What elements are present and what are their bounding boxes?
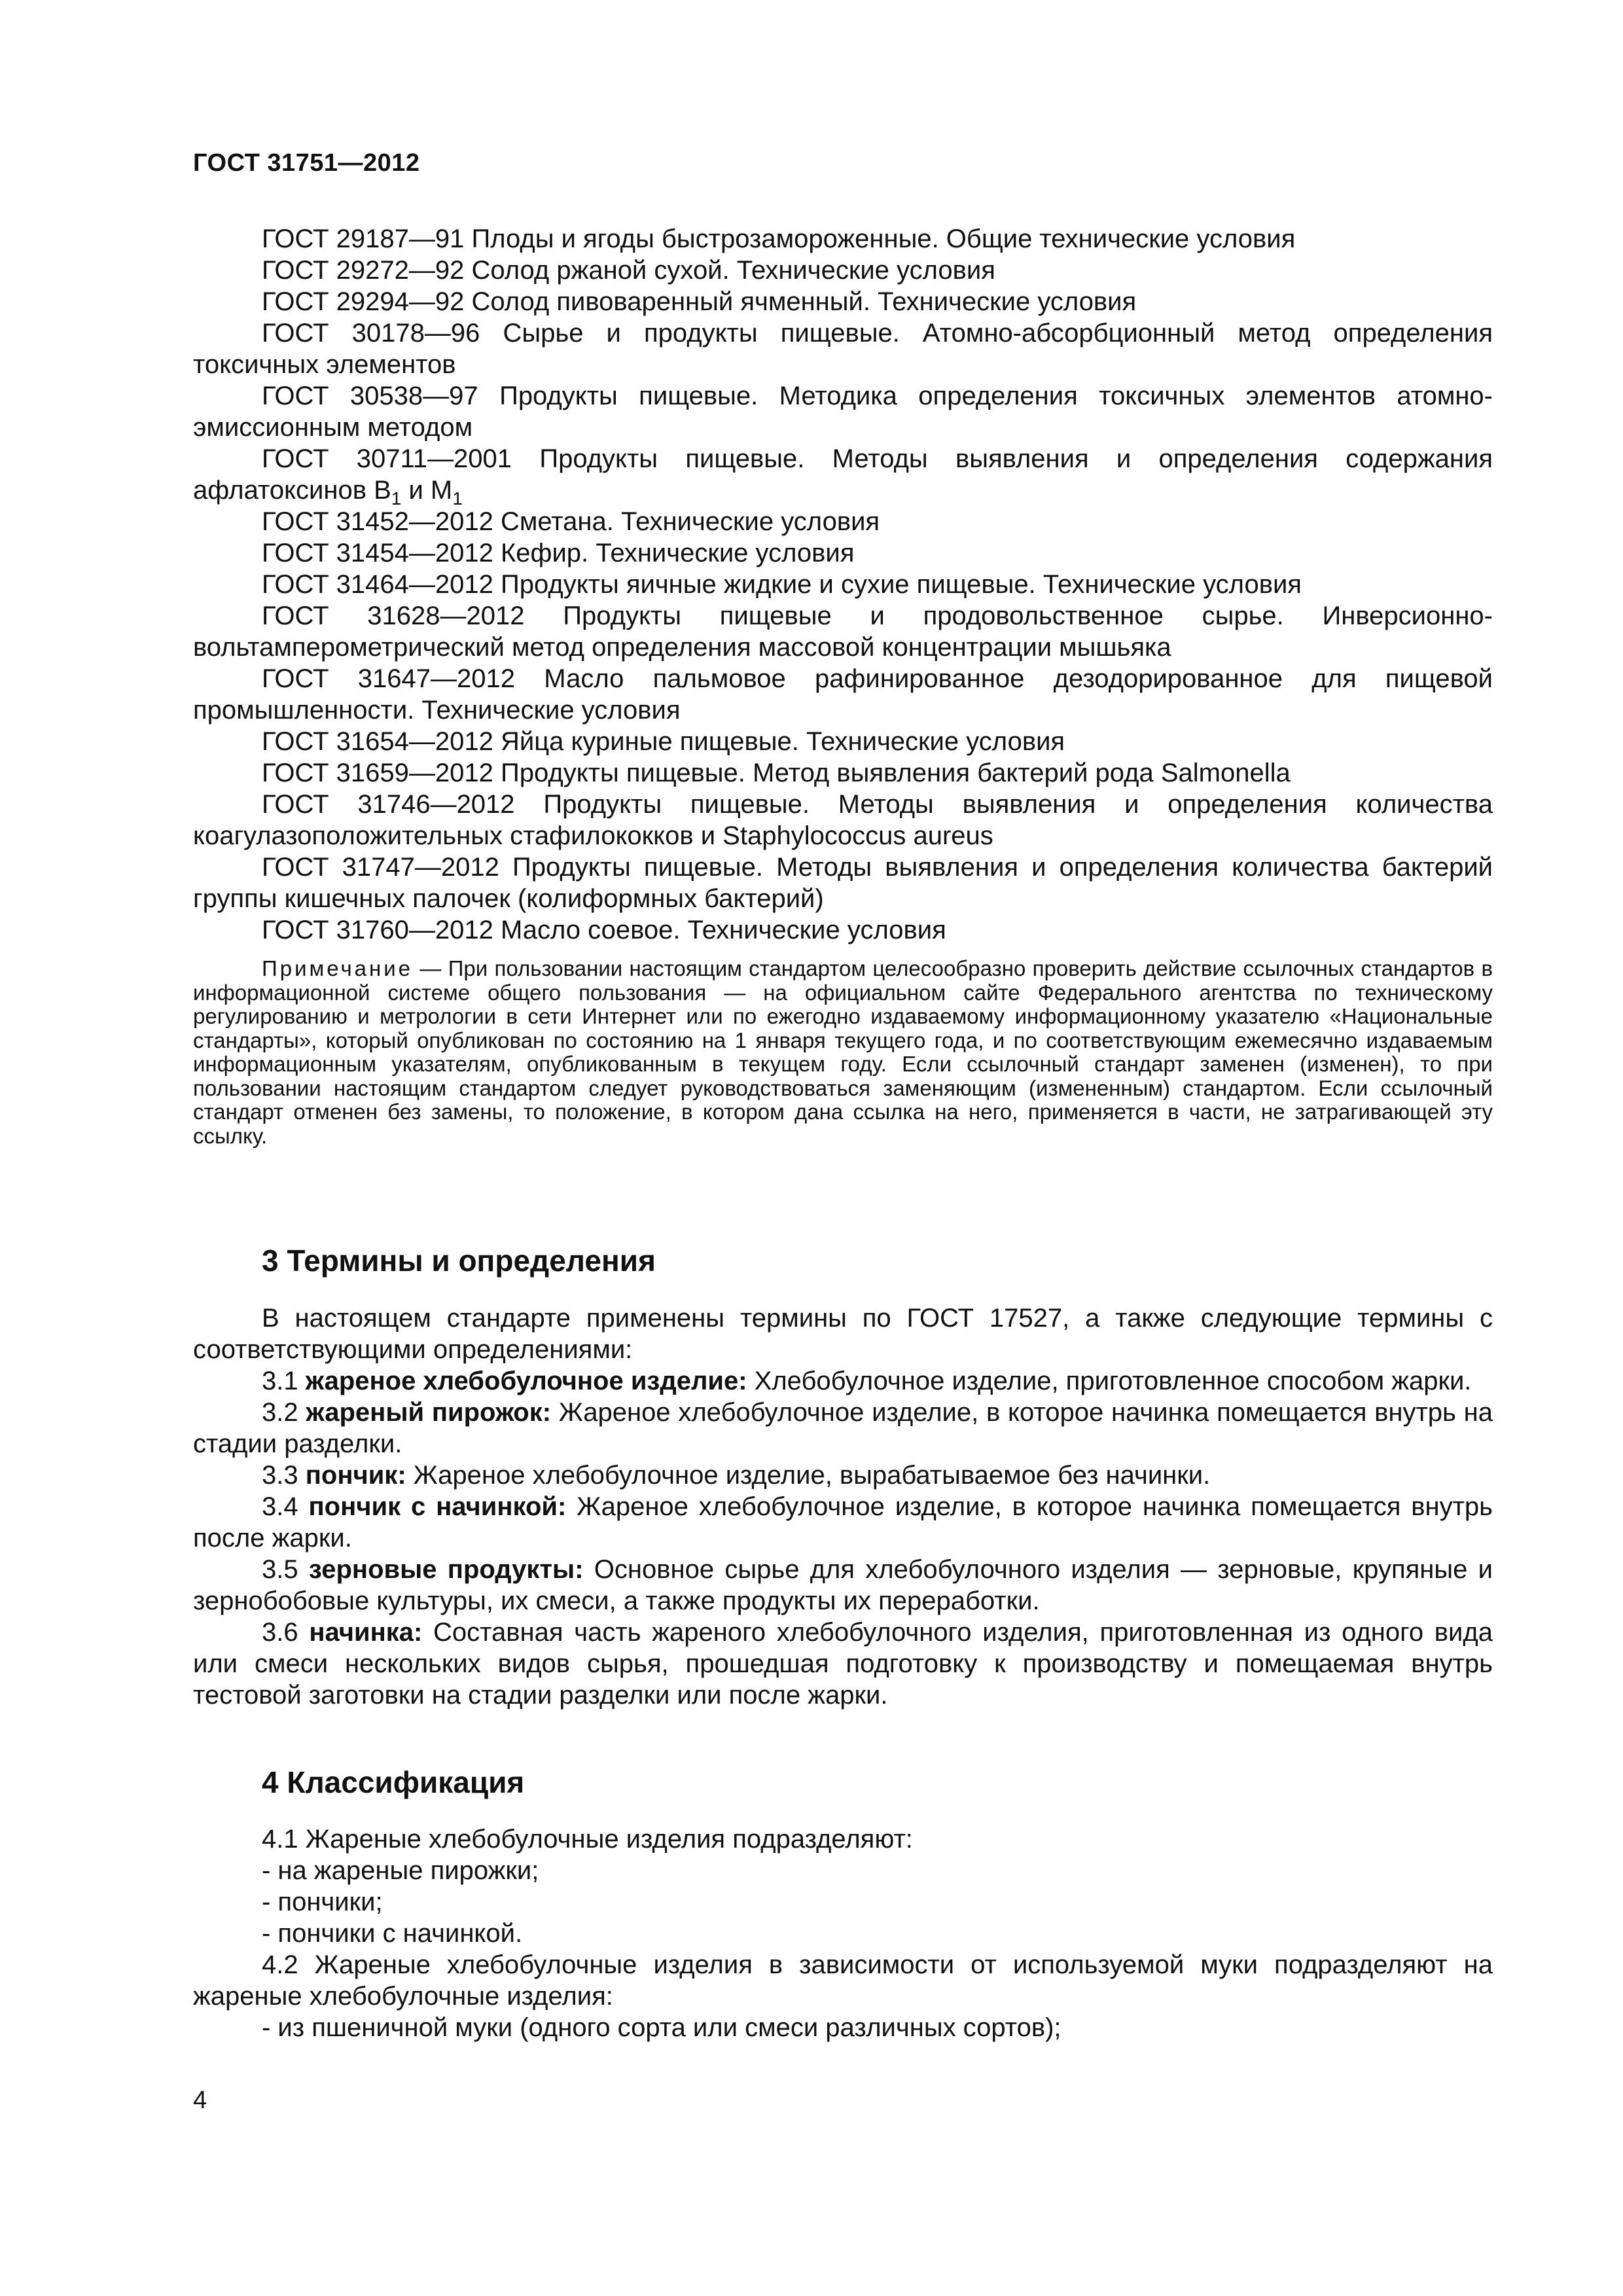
section-4-list-item: - пончики с начинкой. bbox=[262, 1919, 523, 1948]
term-name: жареный пирожок: bbox=[306, 1398, 552, 1427]
term-definition bbox=[193, 1554, 1493, 1617]
term-text: Хлебобулочное изделие, приготовленное способом жарки. bbox=[747, 1367, 1472, 1395]
reference-title: Кефир. Технические условия bbox=[500, 539, 855, 567]
page-header-doc-id: ГОСТ 31751—2012 bbox=[193, 149, 420, 177]
reference-item bbox=[193, 537, 1493, 569]
reference-code: ГОСТ 31464—2012 bbox=[262, 570, 493, 599]
reference-title: Продукты пищевые. Методы выявления и определения количества бактерий группы кишечных палочек (колиформных бактерий) bbox=[193, 853, 1493, 913]
reference-title: Продукты пищевые. Методика определения токсичных элементов атомно-эмиссионным методом bbox=[193, 382, 1493, 442]
note-block bbox=[193, 957, 1493, 1148]
term-definition bbox=[193, 1397, 1493, 1460]
reference-title: Продукты пищевые и продовольственное сырье. Инверсионно-вольтамперометрический метод определения массовой концентрации мышьяка bbox=[193, 601, 1493, 662]
reference-code: ГОСТ 31760—2012 bbox=[262, 916, 493, 944]
reference-title: Яйца куриные пищевые. Технические условия bbox=[500, 727, 1065, 756]
reference-item bbox=[193, 789, 1493, 852]
reference-item bbox=[193, 600, 1493, 663]
reference-code: ГОСТ 31659—2012 bbox=[262, 759, 493, 787]
reference-code: ГОСТ 30538—97 bbox=[262, 382, 478, 410]
reference-item bbox=[193, 255, 1493, 286]
section-4-body bbox=[193, 1823, 1493, 2043]
note-label: Примечание bbox=[262, 956, 414, 980]
reference-item bbox=[193, 757, 1493, 789]
term-text: Основное сырье для хлебобулочного изделия — зерновые, крупяные и зернобобовые культуры, их смеси, а также продукты их переработки. bbox=[193, 1555, 1493, 1615]
reference-item bbox=[193, 914, 1493, 946]
term-text: Жареное хлебобулочное изделие, в которое начинка помещается внутрь на стадии разделки. bbox=[193, 1398, 1493, 1458]
reference-item bbox=[193, 726, 1493, 757]
section-4-list-item: - пончики; bbox=[262, 1888, 383, 1916]
term-definition bbox=[193, 1491, 1493, 1554]
reference-code: ГОСТ 30178—96 bbox=[262, 319, 480, 348]
reference-item bbox=[193, 443, 1493, 509]
reference-title: Масло пальмовое рафинированное дезодорированное для пищевой промышленности. Технические условия bbox=[193, 664, 1493, 725]
reference-item bbox=[193, 317, 1493, 380]
reference-title: Сырье и продукты пищевые. Атомно-абсорбционный метод определения токсичных элементов bbox=[193, 319, 1493, 379]
reference-item bbox=[193, 852, 1493, 914]
reference-title: Сметана. Технические условия bbox=[500, 507, 880, 536]
reference-code: ГОСТ 31454—2012 bbox=[262, 539, 493, 567]
reference-code: ГОСТ 31746—2012 bbox=[262, 790, 515, 819]
reference-item bbox=[193, 663, 1493, 726]
term-number: 3.6 bbox=[262, 1618, 298, 1647]
term-number: 3.5 bbox=[262, 1555, 298, 1584]
term-definition bbox=[193, 1460, 1493, 1491]
note-paragraph bbox=[193, 957, 1493, 1148]
reference-code: ГОСТ 30711—2001 bbox=[262, 444, 512, 473]
reference-title: Масло соевое. Технические условия bbox=[500, 916, 946, 944]
reference-item bbox=[193, 569, 1493, 600]
reference-code: ГОСТ 31452—2012 bbox=[262, 507, 493, 536]
reference-title: Продукты яичные жидкие и сухие пищевые. Технические условия bbox=[500, 570, 1302, 599]
section-3-intro: В настоящем стандарте применены термины по ГОСТ 17527, а также следующие термины с соответствующими определениями: bbox=[193, 1304, 1493, 1364]
reference-title: Плоды и ягоды быстрозамороженные. Общие технические условия bbox=[471, 224, 1296, 253]
term-number: 3.4 bbox=[262, 1492, 298, 1521]
note-text: — При пользовании настоящим стандартом целесообразно проверить действие ссылочных стандартов в информационной системе общего пользования — на официальном сайте Федерального агентства по техническому регулированию и метрологии в сети Интернет или по ежегодно издаваемому информационному указателю «Национальные стандарты», который опубликован по состоянию на 1 января текущего года, и по соответствующим ежемесячно издаваемым информационным указателям, опубликованным в текущем году. Если ссылочный стандарт заменен (изменен), то при пользовании настоящим стандартом следует руководствоваться заменяющим (измененным) стандартом. Если ссылочный стандарт отменен без замены, то положение, в котором дана ссылка на него, применяется в части, не затрагивающей эту ссылку. bbox=[193, 956, 1493, 1148]
reference-code: ГОСТ 31628—2012 bbox=[262, 601, 525, 630]
term-number: 3.3 bbox=[262, 1461, 298, 1490]
section-4-paragraph: 4.1 Жареные хлебобулочные изделия подразделяют: bbox=[262, 1825, 913, 1854]
reference-title: Солод пивоваренный ячменный. Технические условия bbox=[471, 287, 1137, 316]
term-name: пончик: bbox=[305, 1461, 406, 1490]
reference-code: ГОСТ 31654—2012 bbox=[262, 727, 493, 756]
reference-title-part: Продукты пищевые. Методы выявления и определения содержания афлатоксинов B bbox=[193, 444, 1493, 505]
reference-code: ГОСТ 31747—2012 bbox=[262, 853, 499, 882]
term-text: Составная часть жареного хлебобулочного изделия, приготовленная из одного вида или смеси нескольких видов сырья, прошедшая подготовку к производству и помещаемая внутрь тестовой заготовки на стадии разделки или после жарки. bbox=[193, 1618, 1493, 1710]
section-4-list-item: - из пшеничной муки (одного сорта или смеси различных сортов); bbox=[262, 2013, 1061, 2042]
term-number: 3.2 bbox=[262, 1398, 298, 1427]
reference-title: Продукты пищевые. Методы выявления и определения количества коагулазоположительных стафилококков и Staphylococcus aureus bbox=[193, 790, 1493, 850]
reference-item bbox=[193, 506, 1493, 537]
page-number: 4 bbox=[193, 2087, 207, 2114]
reference-code: ГОСТ 29187—91 bbox=[262, 224, 465, 253]
subscript: 1 bbox=[391, 488, 402, 509]
subscript: 1 bbox=[452, 488, 463, 509]
reference-title-part: и M bbox=[401, 476, 453, 505]
reference-item bbox=[193, 223, 1493, 255]
section-3-heading: 3 Термины и определения bbox=[262, 1244, 656, 1278]
reference-title: Солод ржаной сухой. Технические условия bbox=[471, 256, 995, 285]
reference-code: ГОСТ 29294—92 bbox=[262, 287, 465, 316]
term-text: Жареное хлебобулочное изделие, в которое начинка помещается внутрь после жарки. bbox=[193, 1492, 1493, 1552]
term-name: пончик с начинкой: bbox=[308, 1492, 567, 1521]
reference-item bbox=[193, 380, 1493, 443]
term-number: 3.1 bbox=[262, 1367, 298, 1395]
term-name: жареное хлебобулочное изделие: bbox=[305, 1367, 747, 1395]
reference-code: ГОСТ 29272—92 bbox=[262, 256, 465, 285]
term-definition bbox=[193, 1617, 1493, 1711]
section-3-body bbox=[193, 1302, 1493, 1711]
section-4-list-item: - на жареные пирожки; bbox=[262, 1856, 539, 1885]
reference-title: Продукты пищевые. Метод выявления бактерий рода Salmonella bbox=[500, 759, 1291, 787]
reference-code: ГОСТ 31647—2012 bbox=[262, 664, 516, 693]
term-name: зерновые продукты: bbox=[308, 1555, 584, 1584]
references-list bbox=[193, 223, 1493, 946]
term-name: начинка: bbox=[309, 1618, 423, 1647]
term-definition bbox=[193, 1365, 1493, 1397]
section-4-heading: 4 Классификация bbox=[262, 1765, 525, 1799]
term-text: Жареное хлебобулочное изделие, вырабатываемое без начинки. bbox=[406, 1461, 1211, 1490]
reference-item bbox=[193, 286, 1493, 317]
section-4-paragraph: 4.2 Жареные хлебобулочные изделия в зависимости от используемой муки подразделяют на жареные хлебобулочные изделия: bbox=[193, 1950, 1493, 2011]
